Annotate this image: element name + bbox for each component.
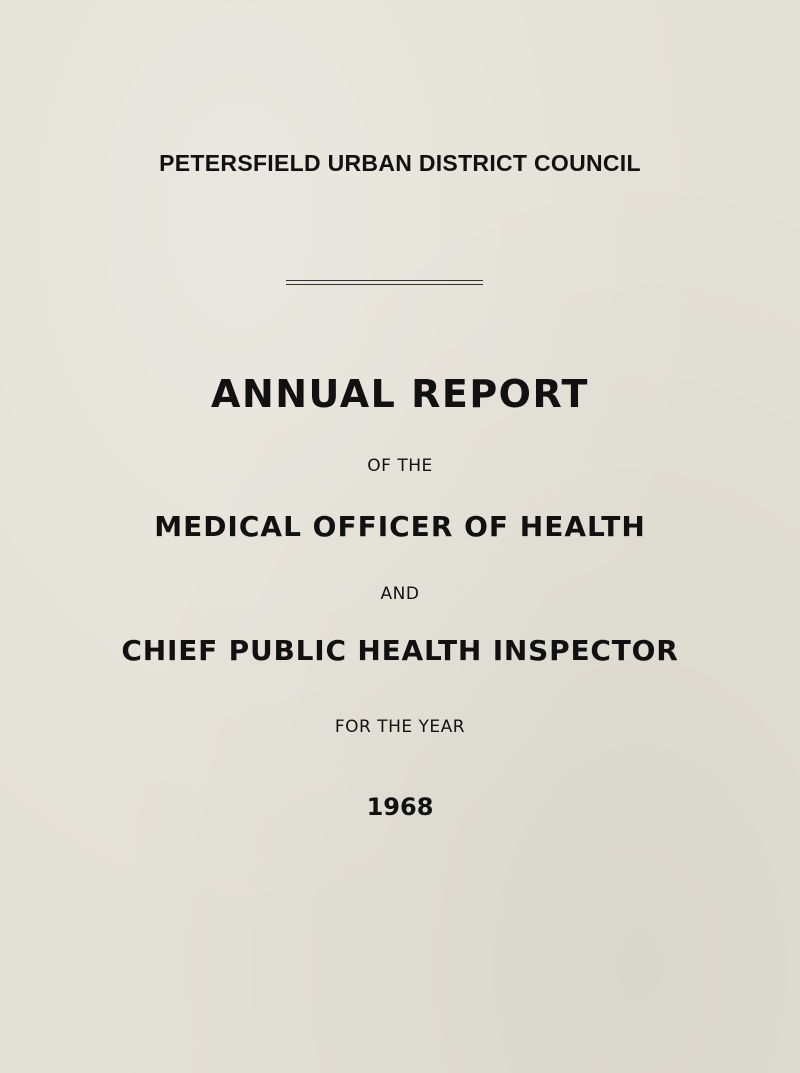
medical-officer-heading: MEDICAL OFFICER OF HEALTH [154,510,646,543]
report-title: ANNUAL REPORT [211,372,589,416]
of-the-text: OF THE [367,456,433,476]
and-text: AND [380,584,420,604]
for-the-year-text: FOR THE YEAR [334,717,466,737]
divider-rule-bottom [286,284,483,285]
report-year: 1968 [366,793,434,821]
council-name: PETERSFIELD URBAN DISTRICT COUNCIL [159,150,641,176]
chief-inspector-heading: CHIEF PUBLIC HEALTH INSPECTOR [121,634,679,667]
divider-rule-top [286,280,483,281]
